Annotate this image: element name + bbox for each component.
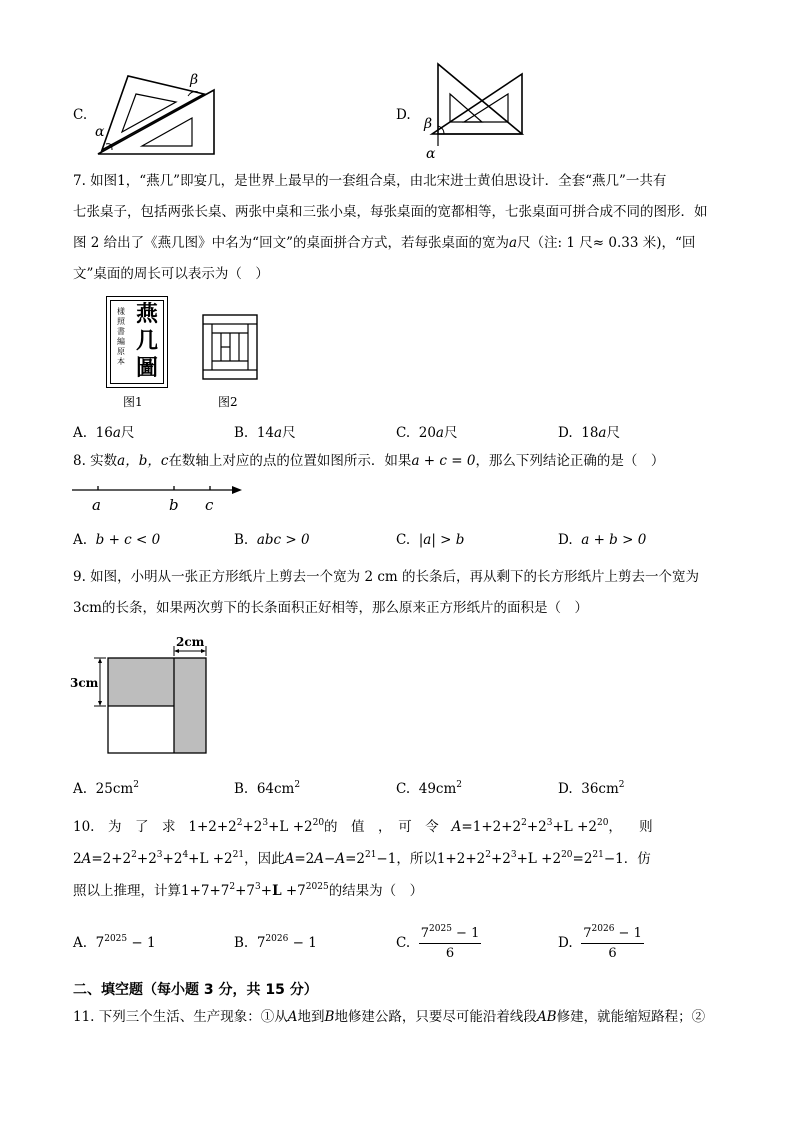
- q10-option-d-fraction: $\frac{7^{2026} - 1}{6}$: [583, 924, 642, 961]
- q11-line1: 11. 下列三个生活、生产现象：①从A地到B地修建公路，只要尽可能沿着线段AB修建，就能缩短路程；②: [73, 1009, 706, 1025]
- q7-fig2-caption: 图2: [218, 395, 238, 409]
- q7-line2: 七张桌子，包括两张长桌、两张中桌和三张小桌，每张桌面的宽都相等，七张桌面可拼合成不同的图形．如: [73, 204, 708, 220]
- q8-axis-a: a: [92, 496, 101, 514]
- q9-label-2cm: 2cm: [176, 635, 205, 649]
- q6-option-c-figure: [92, 66, 222, 158]
- q9-option-d[interactable]: D. $36cm^2$: [558, 780, 625, 797]
- section-2-title: 二、填空题（每小题 3 分，共 15 分）: [73, 982, 318, 998]
- q7-line4: 文”桌面的周长可以表示为（ ）: [73, 266, 269, 282]
- q10-option-c-fraction: $\frac{7^{2025} - 1}{6}$: [420, 924, 480, 961]
- q6-c-alpha: α: [95, 124, 105, 140]
- q7-fig1-small-text: 樣 照 書 編 原 本: [117, 307, 125, 366]
- q8-axis-b: b: [169, 496, 179, 514]
- q9-option-b[interactable]: B. $64cm^2$: [234, 780, 301, 797]
- q9-line1: 9. 如图，小明从一张正方形纸片上剪去一个宽为 2 cm 的长条后，再从剩下的长方形纸片上剪去一个宽为: [73, 569, 699, 585]
- q8-axis-c: c: [205, 496, 214, 514]
- q9-option-c[interactable]: C. $49cm^2$: [396, 780, 463, 797]
- q6-option-d-label: D.: [396, 107, 411, 123]
- q10-line1: 10. 为 了 求 $1+2+2^2+2^3+L +2^{20}$的 值 ， 可 令 $A=1+2+2^2+2^3+L +2^{20}$， 则: [73, 818, 653, 835]
- q8-option-a[interactable]: A. b + c < 0: [73, 532, 161, 548]
- q8-option-d[interactable]: D. a + b > 0: [558, 532, 647, 548]
- q9-figure: [70, 632, 215, 757]
- q9-label-3cm: 3cm: [70, 676, 99, 690]
- q7-figure-1: [106, 296, 168, 388]
- q10-option-b[interactable]: B. $7^{2026} - 1$: [234, 934, 317, 951]
- q8-option-b[interactable]: B. abc > 0: [234, 532, 310, 548]
- q7-option-b[interactable]: B. 14a尺: [234, 425, 296, 441]
- q10-option-a[interactable]: A. $7^{2025} - 1$: [73, 934, 156, 951]
- q10-line2: $2A=2+2^2+2^3+2^4+L +2^{21}$，因此$A=2A-A=2^{21}-1$，所以$1+2+2^2+2^3+L +2^{20}=2^{21}-1$．仿: [73, 850, 651, 867]
- q10-option-d[interactable]: D. $\frac{7^{2026} - 1}{6}$: [558, 924, 642, 961]
- q6-d-beta: β: [424, 116, 433, 132]
- q8-option-c[interactable]: C. |a| > b: [396, 532, 465, 548]
- q10-line3: 照以上推理，计算$1+7+7^2+7^3+L +7^{2025}$的结果为（ ）: [73, 882, 424, 899]
- q6-c-beta: β: [190, 72, 199, 88]
- q7-fig1-caption: 图1: [123, 395, 143, 409]
- q6-d-alpha: α: [426, 146, 436, 162]
- q8-number-line: [70, 480, 250, 516]
- q7-line1: 7. 如图1，“燕几”即宴几，是世界上最早的一套组合桌，由北宋进士黄伯思设计．全套“燕几”一共有: [73, 173, 667, 189]
- q7-option-a[interactable]: A. 16a尺: [73, 425, 135, 441]
- q7-option-d[interactable]: D. 18a尺: [558, 425, 620, 441]
- q9-option-a[interactable]: A. $25cm^2$: [73, 780, 139, 797]
- q7-option-c[interactable]: C. 20a尺: [396, 425, 458, 441]
- q7-figure-2: [202, 314, 258, 380]
- q6-option-d-figure: [418, 60, 528, 164]
- q9-line2: 3cm的长条，如果两次剪下的长条面积正好相等，那么原来正方形纸片的面积是（ ）: [73, 600, 588, 616]
- q7-line3: 图 2 给出了《燕几图》中名为“回文”的桌面拼合方式，若每张桌面的宽为a尺（注: 1 尺≈ 0.33 米)，“回: [73, 235, 696, 251]
- q8-stem: 8. 实数a，b，c在数轴上对应的点的位置如图所示．如果a + c = 0，那么下列结论正确的是（ ）: [73, 453, 665, 469]
- q6-option-c-label: C.: [73, 107, 88, 123]
- q10-option-c[interactable]: C. $\frac{7^{2025} - 1}{6}$: [396, 924, 480, 961]
- q7-fig1-title: 燕 几 圖: [135, 301, 158, 381]
